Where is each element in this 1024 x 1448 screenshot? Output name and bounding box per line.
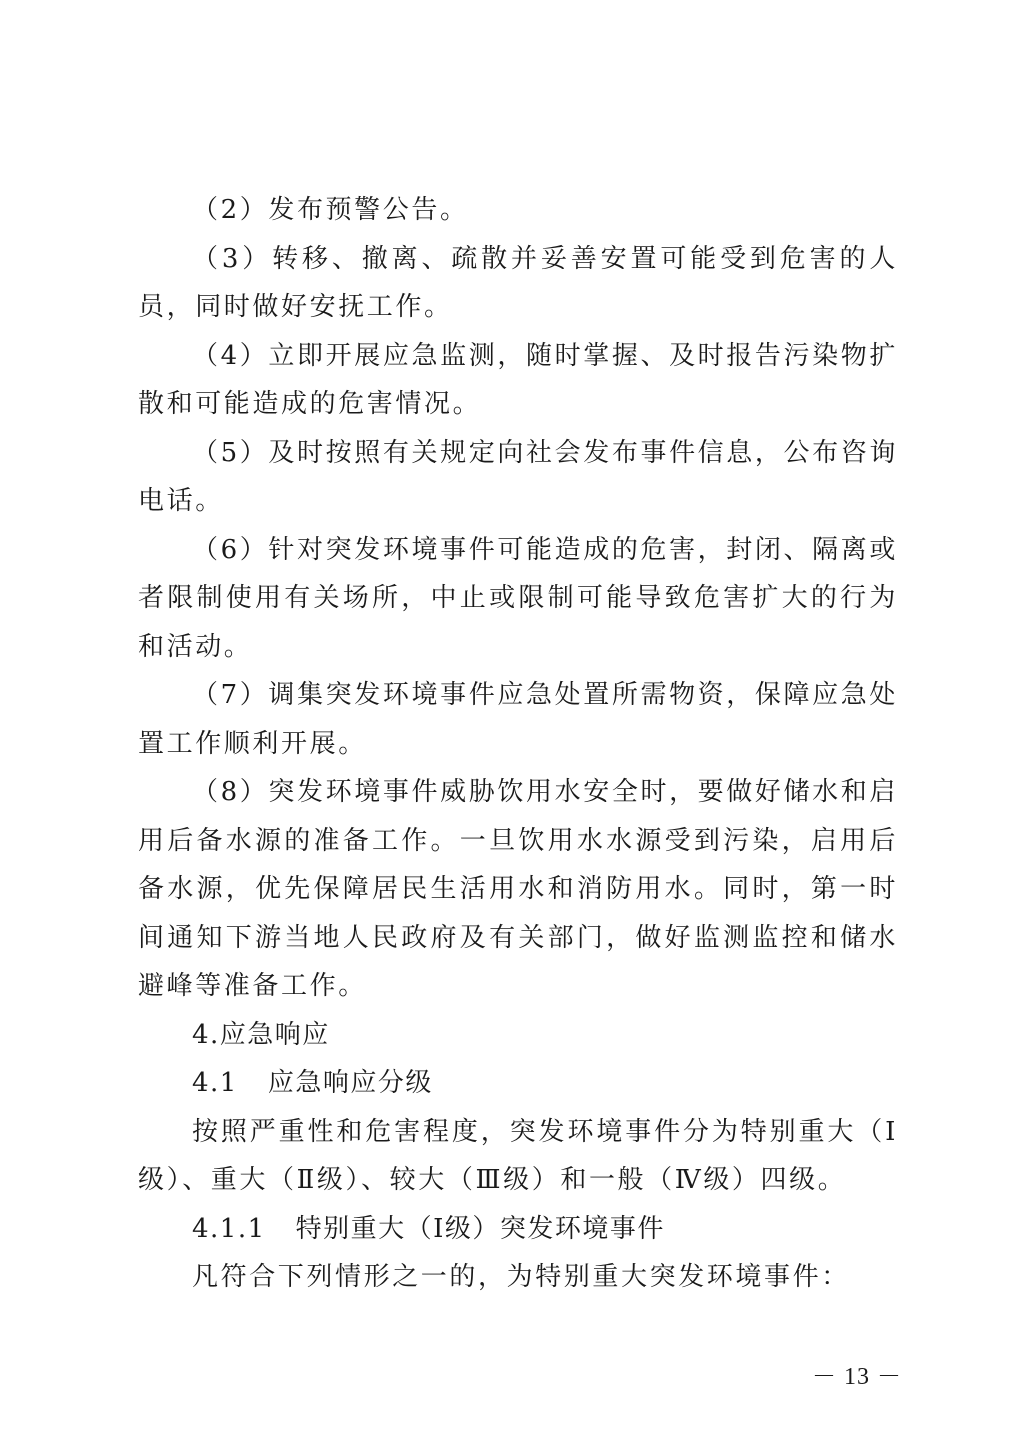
section-title: 应急响应分级 bbox=[267, 1068, 433, 1098]
section-title: 4.应急响应 bbox=[192, 1019, 330, 1050]
paragraph-item-3: （3）转移、撤离、疏散并妥善安置可能受到危害的人员，同时做好安抚工作。 bbox=[138, 243, 898, 322]
paragraph-item-8: （8）突发环境事件威胁饮用水安全时，要做好储水和启用后备水源的准备工作。一旦饮用水水源受到污染，启用后备水源，优先保障居民生活用水和消防用水。同时，第一时间通知下游当地人民政府及有关部门，做好监测监控和储水避峰等准备工作。 bbox=[138, 777, 898, 1001]
paragraph-item-4: （4）立即开展应急监测，随时掌握、及时报告污染物扩散和可能造成的危害情况。 bbox=[138, 340, 898, 419]
section-4-1-paragraph: 按照严重性和危害程度，突发环境事件分为特别重大（Ⅰ级）、重大（Ⅱ级）、较大（Ⅲ级）和一般（Ⅳ级）四级。 bbox=[138, 1116, 898, 1195]
paragraph-item-7: （7）调集突发环境事件应急处置所需物资，保障应急处置工作顺利开展。 bbox=[138, 680, 898, 759]
section-number: 4.1 bbox=[192, 1068, 238, 1098]
section-heading-4-1-1 bbox=[138, 1205, 898, 1254]
page-number: － 13 － bbox=[812, 1364, 902, 1390]
section-title: 特别重大（Ⅰ级）突发环境事件 bbox=[295, 1213, 665, 1244]
section-4-1-1-paragraph: 凡符合下列情形之一的，为特别重大突发环境事件： bbox=[192, 1262, 850, 1292]
paragraph-item-2: （2）发布预警公告。 bbox=[192, 195, 469, 225]
paragraph-item-6: （6）针对突发环境事件可能造成的危害，封闭、隔离或者限制使用有关场所，中止或限制可能导致危害扩大的行为和活动。 bbox=[138, 534, 898, 662]
paragraph-item-5: （5）及时按照有关规定向社会发布事件信息，公布咨询电话。 bbox=[138, 437, 898, 516]
document-body bbox=[138, 186, 898, 1302]
section-heading-4-1 bbox=[138, 1059, 898, 1108]
section-number: 4.1.1 bbox=[192, 1213, 266, 1244]
section-heading-4 bbox=[138, 1011, 898, 1060]
